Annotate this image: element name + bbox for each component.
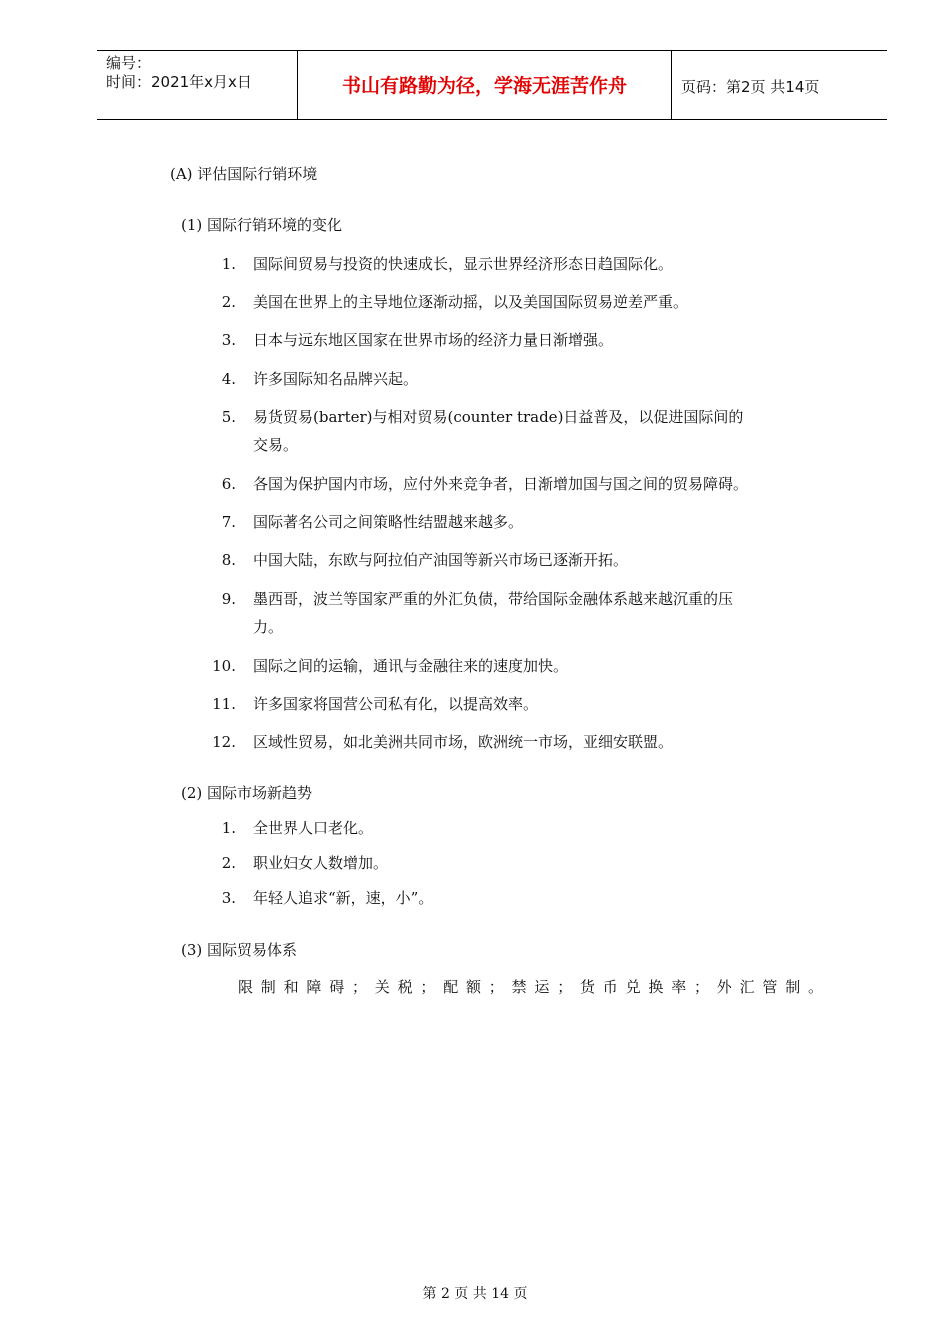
list-item-number: 4. — [221, 370, 236, 388]
list-item-number: 6. — [221, 475, 236, 493]
list-item-number: 1. — [221, 819, 236, 837]
subsection-3-heading: (3) 国际贸易体系 — [181, 941, 298, 959]
list-item-text: 美国在世界上的主导地位逐渐动摇，以及美国国际贸易逆差严重。 — [253, 293, 689, 311]
list-item-text: 许多国家将国营公司私有化，以提高效率。 — [253, 695, 539, 713]
header-motto: 书山有路勤为径，学海无涯苦作舟 — [341, 75, 627, 97]
header-left-cell — [97, 51, 298, 119]
header-middle-cell — [298, 51, 672, 119]
list-item-text: 中国大陆，东欧与阿拉伯产油国等新兴市场已逐渐开拓。 — [253, 551, 629, 569]
list-item-text: 许多国际知名品牌兴起。 — [253, 370, 419, 388]
subsection-2-heading: (2) 国际市场新趋势 — [181, 784, 313, 802]
list-item-number: 3. — [221, 889, 236, 907]
list-item-number: 10. — [212, 657, 236, 675]
header-right-cell — [672, 51, 887, 119]
list-item-number: 2. — [221, 854, 236, 872]
page-footer: 第 2 页 共 14 页 — [422, 1286, 528, 1302]
list-item-text: 全世界人口老化。 — [253, 819, 374, 837]
page-header — [97, 50, 887, 120]
subsection-1-heading: (1) 国际行销环境的变化 — [181, 216, 343, 234]
document-date-label: 时间：2021年x月x日 — [106, 73, 252, 91]
header-page-info: 页码：第2页 共14页 — [681, 78, 820, 96]
list-item-number: 7. — [221, 513, 236, 531]
list-item-number: 12. — [212, 733, 236, 751]
list-item-text: 年轻人追求“新，速，小”。 — [253, 889, 434, 907]
list-item-text-continued: 交易。 — [253, 436, 299, 454]
list-item-text: 国际著名公司之间策略性结盟越来越多。 — [253, 513, 524, 531]
list-item-number: 9. — [221, 590, 236, 608]
list-item-number: 3. — [221, 331, 236, 349]
list-item-text: 墨西哥，波兰等国家严重的外汇负债，带给国际金融体系越来越沉重的压 — [253, 590, 734, 608]
list-item-text: 区域性贸易，如北美洲共同市场，欧洲统一市场，亚细安联盟。 — [253, 733, 674, 751]
document-number-label: 编号： — [106, 54, 152, 72]
list-item-text: 国际间贸易与投资的快速成长，显示世界经济形态日趋国际化。 — [253, 255, 674, 273]
list-item-text: 易货贸易(barter)与相对贸易(counter trade)日益普及，以促进国际间的 — [253, 408, 744, 426]
list-item-number: 2. — [221, 293, 236, 311]
list-item-text: 各国为保护国内市场，应付外来竞争者，日渐增加国与国之间的贸易障碍。 — [253, 475, 749, 493]
list-item-number: 11. — [212, 695, 236, 713]
list-item-text: 职业妇女人数增加。 — [253, 854, 389, 872]
list-item-text: 日本与远东地区国家在世界市场的经济力量日渐增强。 — [253, 331, 614, 349]
list-item-number: 8. — [221, 551, 236, 569]
trade-barriers-text: 限制和障碍；关税；配额；禁运；货币兑换率；外汇管制。 — [238, 978, 831, 996]
section-a-heading: (A) 评估国际行销环境 — [170, 165, 318, 183]
list-item-text-continued: 力。 — [253, 618, 284, 636]
list-item-number: 5. — [221, 408, 236, 426]
list-item-text: 国际之间的运输，通讯与金融往来的速度加快。 — [253, 657, 569, 675]
list-item-number: 1. — [221, 255, 236, 273]
